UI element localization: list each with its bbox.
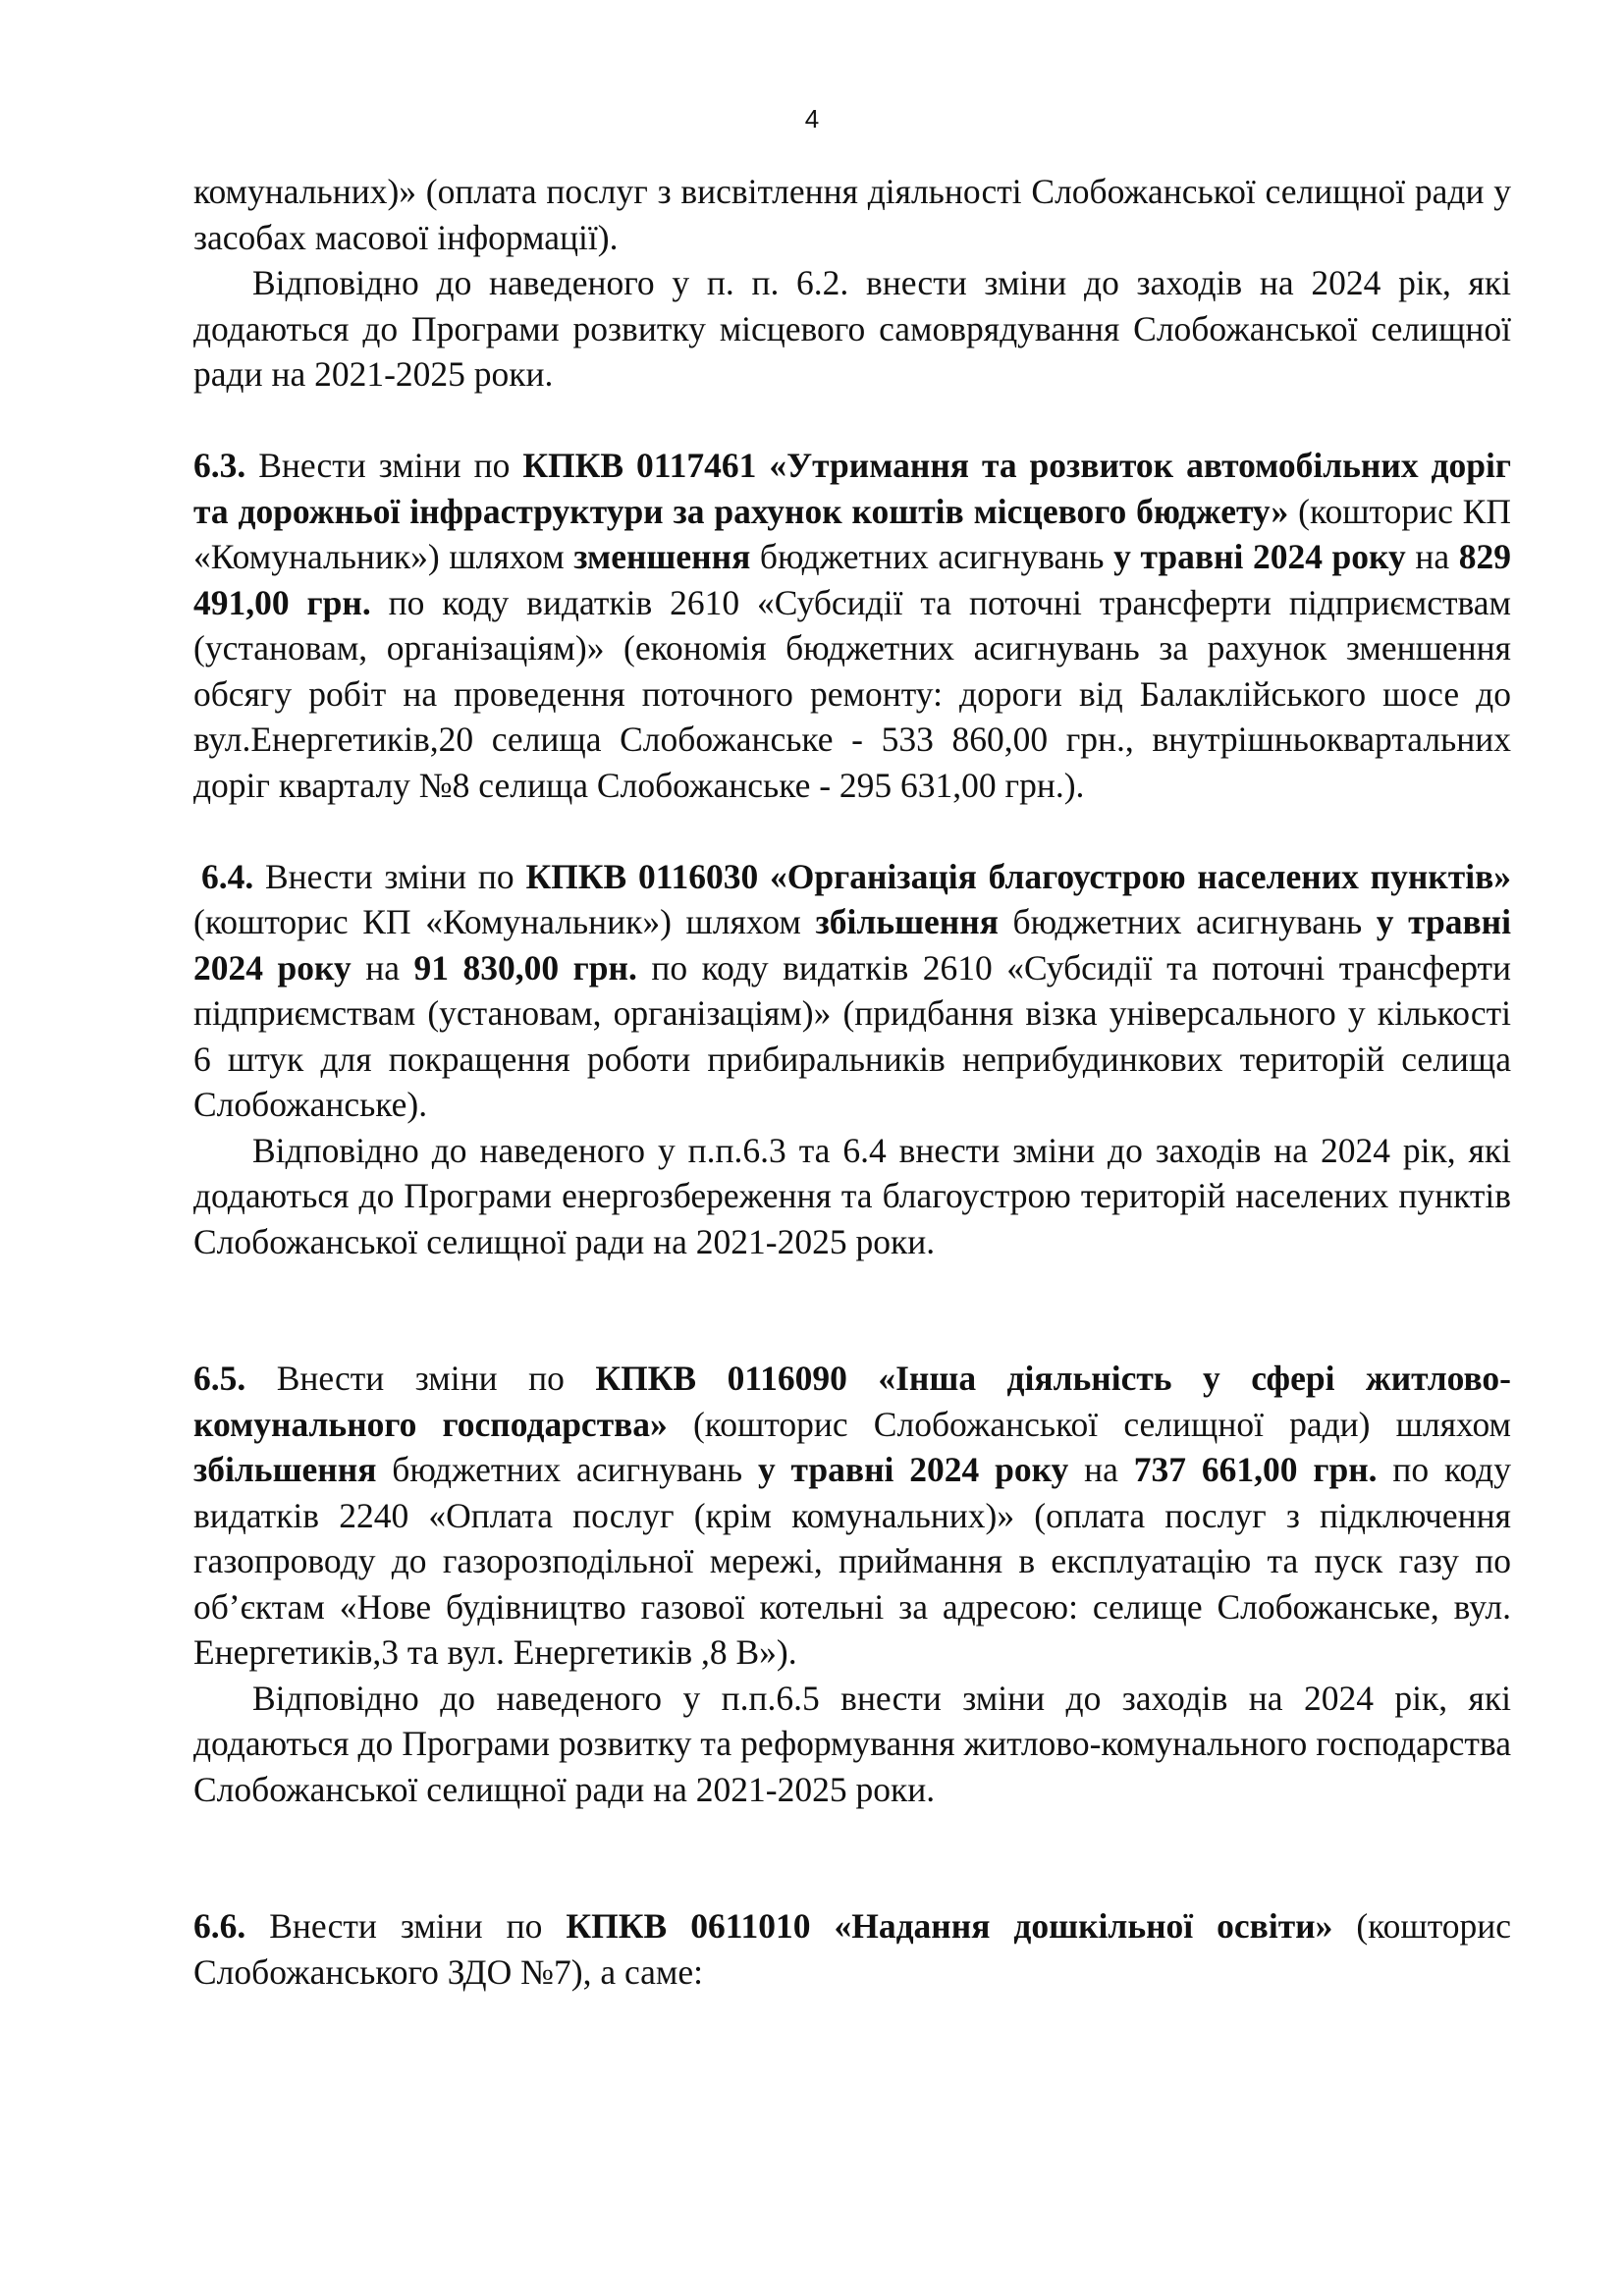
- section-6-5: 6.5. Внести зміни по КПКВ 0116090 «Інша діяльність у сфері житлово-комунального господарства» (кошторис Слобожанської селищної ради) шляхом збільшення бюджетних асигнувань у травні 2024 року на 737 661,00 грн. по коду видатків 2240 «Оплата послуг (крім комунальних)» (оплата послуг з підключення газопроводу до газорозподільної мережі, приймання в експлуатацію та пуск газу по об’єктам «Нове будівництво газової котельні за адресою: селище Слобожанське, вул. Енергетиків,3 та вул. Енергетиків ,8 В»).: [193, 1359, 1511, 1672]
- change-period: у травні 2024 року: [193, 902, 1511, 988]
- section-number: 6.4.: [201, 856, 254, 896]
- section-number: 6.5.: [193, 1359, 246, 1398]
- paragraph-program-note-6-5: Відповідно до наведеного у п.п.6.5 внести зміни до заходів на 2024 рік, які додаються до Програми розвитку та реформування житлово-комунального господарства Слобожанської селищної ради на 2021-2025 роки.: [193, 1678, 1511, 1809]
- change-period: у травні 2024 року: [757, 1450, 1069, 1489]
- paragraph-continuation: комунальних)» (оплата послуг з висвітлення діяльності Слобожанської селищної ради у засобах масової інформації).: [193, 172, 1511, 257]
- paragraph-program-note-6-4: Відповідно до наведеного у п.п.6.3 та 6.4 внести зміни до заходів на 2024 рік, які додаються до Програми енергозбереження та благоустрою територій населених пунктів Слобожанської селищної ради на 2021-2025 роки.: [193, 1130, 1511, 1261]
- paragraph-program-note-6-2: Відповідно до наведеного у п. п. 6.2. внести зміни до заходів на 2024 рік, які додаються до Програми розвитку місцевого самоврядування Слобожанської селищної ради на 2021-2025 роки.: [193, 263, 1511, 394]
- kpkv-title: КПКВ 0117461 «Утримання та розвиток автомобільних доріг та дорожньої інфраструктури за рахунок коштів місцевого бюджету»: [193, 446, 1511, 531]
- kpkv-title: КПКВ 0116030 «Організація благоустрою населених пунктів»: [525, 856, 1511, 896]
- change-type: зменшення: [573, 537, 751, 576]
- change-period: у травні 2024 року: [1113, 537, 1406, 576]
- change-amount: 91 830,00 грн.: [413, 947, 637, 988]
- section-6-4: 6.4. Внести зміни по КПКВ 0116030 «Організація благоустрою населених пунктів» (кошторис КП «Комунальник») шляхом збільшення бюджетних асигнувань у травні 2024 року на 91 830,00 грн. по коду видатків 2610 «Субсидії та поточні трансферти підприємствам (установам, організаціям)» (придбання візка універсального у кількості 6 штук для покращення роботи прибиральників неприбудинкових територій селища Слобожанське).: [193, 856, 1511, 1124]
- document-body: [193, 169, 1511, 1995]
- section-number: 6.3.: [193, 446, 246, 485]
- change-type: збільшення: [815, 902, 999, 941]
- section-6-6: 6.6. Внести зміни по КПКВ 0611010 «Надання дошкільної освіти» (кошторис Слобожанського ЗДО №7), а саме:: [193, 1906, 1511, 1992]
- change-type: збільшення: [193, 1450, 377, 1489]
- change-amount: 737 661,00 грн.: [1133, 1450, 1378, 1489]
- section-6-3: 6.3. Внести зміни по КПКВ 0117461 «Утримання та розвиток автомобільних доріг та дорожньої інфраструктури за рахунок коштів місцевого бюджету» (кошторис КП «Комунальник») шляхом зменшення бюджетних асигнувань у травні 2024 року на 829 491,00 грн. по коду видатків 2610 «Субсидії та поточні трансферти підприємствам (установам, організаціям)» (економія бюджетних асигнувань за рахунок зменшення обсягу робіт на проведення поточного ремонту: дороги від Балаклійського шосе до вул.Енергетиків,20 селища Слобожанське - 533 860,00 грн., внутрішньоквартальних доріг кварталу №8 селища Слобожанське - 295 631,00 грн.).: [193, 446, 1512, 805]
- section-number: 6.6.: [193, 1906, 246, 1946]
- kpkv-title: КПКВ 0611010 «Надання дошкільної освіти»: [566, 1906, 1333, 1946]
- kpkv-title: КПКВ 0116090 «Інша діяльність у сфері житлово-комунального господарства»: [193, 1359, 1511, 1444]
- page-number: 4: [804, 104, 820, 133]
- change-amount: 829 491,00 грн.: [193, 537, 1511, 622]
